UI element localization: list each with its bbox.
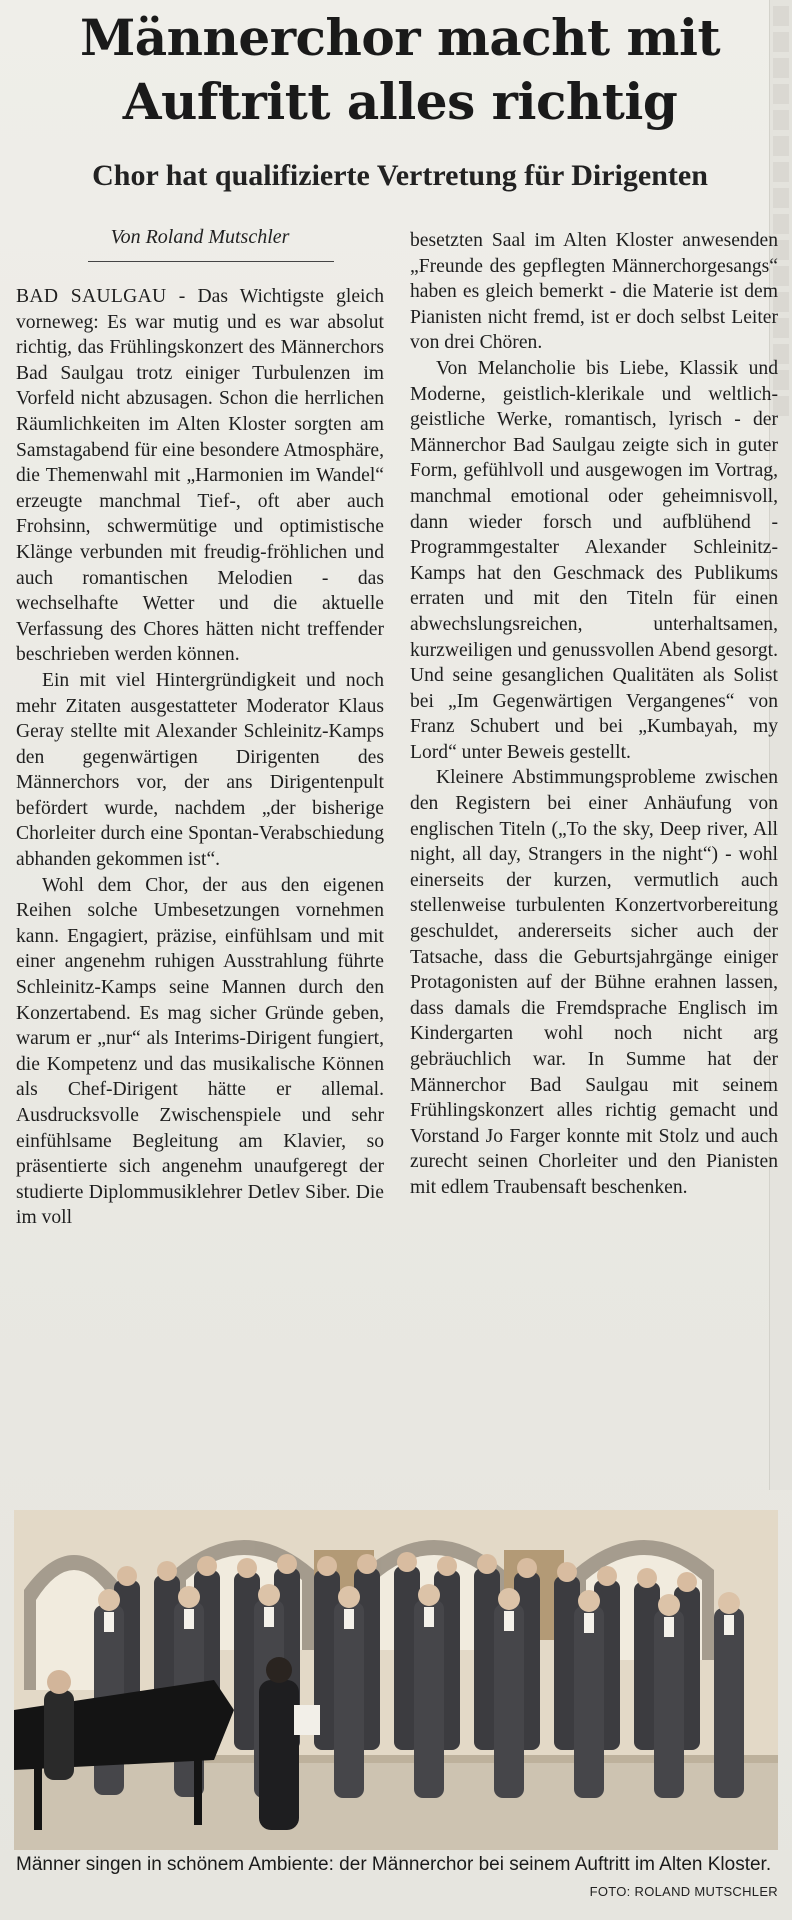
byline-rule bbox=[88, 261, 334, 262]
headline-line-2: Auftritt alles richtig bbox=[122, 72, 678, 131]
choir-photo bbox=[14, 1510, 778, 1850]
headline-line-1: Männerchor macht mit bbox=[79, 8, 721, 67]
choir-photo-illustration bbox=[14, 1510, 778, 1850]
article-column-2 bbox=[410, 228, 778, 1201]
article-column-1 bbox=[16, 284, 384, 1231]
paragraph: besetzten Saal im Alten Kloster anwesenden „Freunde des gepflegten Männerchorgesangs“ haben es gleich bemerkt - die Materie ist dem Pianisten nicht fremd, ist er doch selbst Leiter von drei Chören. bbox=[410, 230, 778, 354]
paragraph-text: - Das Wichtigste gleich vorneweg: Es war mutig und es war absolut richtig, das Frühlingskonzert des Männerchors Bad Saulgau trotz einiger Turbulenzen im Vorfeld nicht abzusagen. Schon die herrlichen Räumlichkeiten im Alten Kloster sorgten am Samstagabend für eine besondere Atmosphäre, die Themenwahl mit „Harmonien im Wandel“ erzeugte manchmal Tief-, oft aber auch Frohsinn, schwermütige und optimistische Klänge verbunden mit freudig-fröhlichen und auch romantischen Melodien - das wechselhafte Wetter und die aktuelle Verfassung des Chores hätten nicht treffender beschrieben werden können. bbox=[16, 286, 384, 666]
headline bbox=[30, 6, 770, 134]
paragraph: Von Melancholie bis Liebe, Klassik und Moderne, geistlich-klerikale und weltlich-geistliche Werke, romantisch, lyrisch - der Männerchor Bad Saulgau zeigte sich in guter Form, gefühlvoll und ausgewogen im Vortrag, manchmal emotional oder geheimnisvoll, dann wieder forsch und aufblühend - Programmgestalter Alexander Schleinitz-Kamps hat den Geschmack des Publikums erraten und mit den Titeln für einen abwechslungsreichen, unterhaltsamen, kurzweiligen und genussvollen Abend gesorgt. Und seine gesanglichen Qualitäten als Solist bei „Im Gegenwärtigen Vergangenes“ von Franz Schubert und bei „Kumbayah, my Lord“ unter Beweis gestellt. bbox=[410, 357, 778, 763]
paragraph bbox=[16, 284, 384, 668]
photo-credit: FOTO: ROLAND MUTSCHLER bbox=[589, 1884, 778, 1899]
dateline: BAD SAULGAU bbox=[16, 286, 167, 307]
byline: Von Roland Mutschler bbox=[110, 226, 290, 248]
subheadline: Chor hat qualifizierte Vertretung für Dirigenten bbox=[92, 159, 708, 192]
paragraph: Wohl dem Chor, der aus den eigenen Reihen solche Umbesetzungen vornehmen kann. Engagiert, präzise, einfühlsam und mit einer angenehm ruhigen Ausstrahlung führte Schleinitz-Kamps seine Mannen durch den Konzertabend. Es mag sicher Gründe geben, warum er „nur“ als Interims-Dirigent fungiert, die Kompetenz und das musikalische Können als Chef-Dirigent hätte er allemal. Ausdrucksvolle Zwischenspiele und sehr einfühlsame Begleitung am Klavier, so präsentierte sich angenehm unaufgeregt der studierte Diplommusiklehrer Detlev Siber. Die im voll bbox=[16, 874, 384, 1229]
paragraph: Ein mit viel Hintergründigkeit und noch mehr Zitaten ausgestatteter Moderator Klaus Geray stellte mit Alexander Schleinitz-Kamps den gegenwärtigen Dirigenten des Männerchors vor, der ans Dirigentenpult befördert wurde, nachdem „der bisherige Chorleiter durch eine Spontan-Verabschiedung abhanden gekommen ist“. bbox=[16, 669, 384, 871]
photo-caption: Männer singen in schönem Ambiente: der Männerchor bei seinem Auftritt im Alten Kloster. bbox=[16, 1854, 772, 1875]
paragraph: Kleinere Abstimmungsprobleme zwischen den Registern bei einer Anhäufung von englischen Titeln („To the sky, Deep river, All night, all day, Strangers in the night“) - wohl einerseits der kurzen, vermutlich auch stellenweise turbulenten Konzertvorbereitung geschuldet, andererseits sicher auch der Tatsache, dass die Geburtsjahrgänge einiger Protagonisten auf der Bühne erahnen lassen, dass damals die Fremdsprache Englisch im Kindergarten wohl noch nicht arg gebräuchlich war. In Summe hat der Männerchor Bad Saulgau mit seinem Frühlingskonzert alles richtig gemacht und Vorstand Jo Farger konnte mit Stolz und auch zurecht seinen Chorleiter und den Pianisten mit edlem Traubensaft beschenken. bbox=[410, 767, 778, 1198]
